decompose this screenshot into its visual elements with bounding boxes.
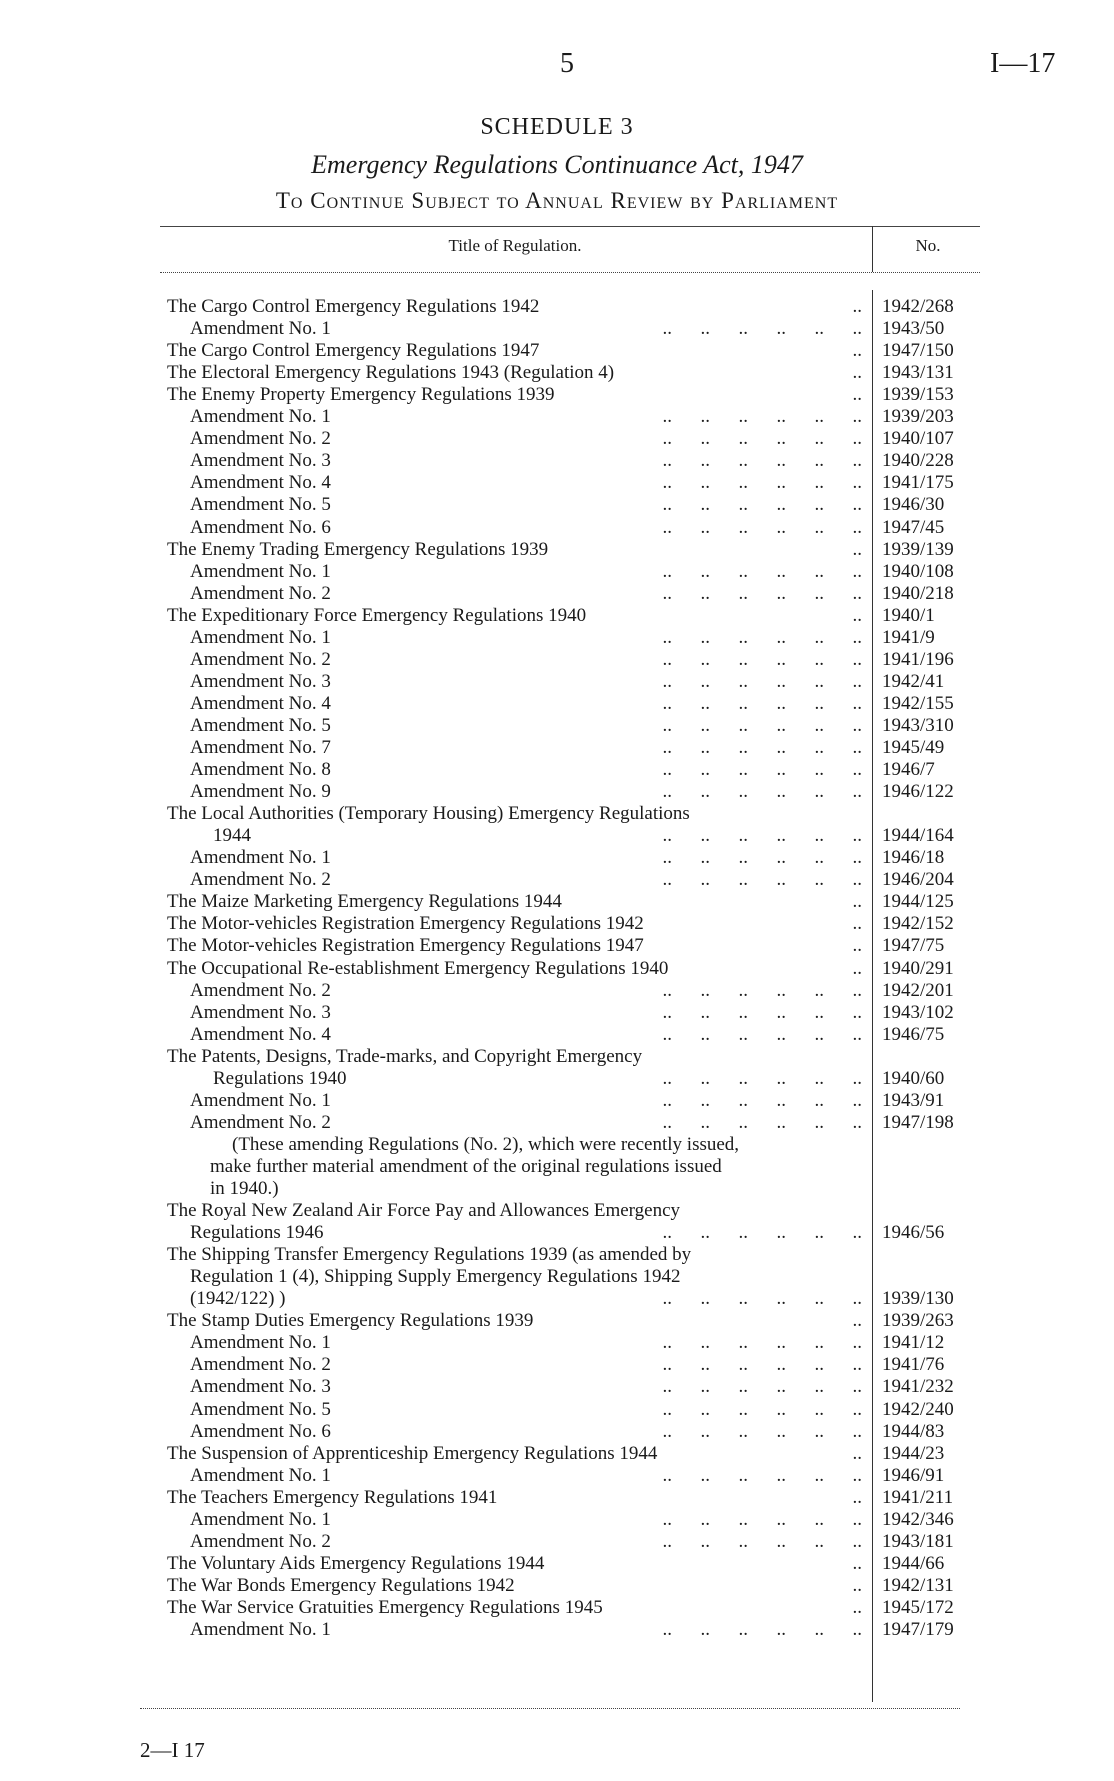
table-row <box>0 649 1114 671</box>
regulation-title: Amendment No. 3 <box>190 1001 331 1023</box>
regulation-title: Amendment No. 8 <box>190 759 331 781</box>
leader-dots: .. <box>852 935 862 957</box>
leader-dots: .. .. .. .. .. .. <box>662 1464 862 1486</box>
leader-dots: .. .. .. .. .. .. <box>662 1354 862 1376</box>
table-row <box>0 318 1114 340</box>
regulation-title: The War Bonds Emergency Regulations 1942 <box>167 1574 515 1596</box>
regulation-number: 1946/56 <box>882 1222 945 1244</box>
regulation-number: 1947/45 <box>882 516 945 538</box>
leader-dots: .. .. .. .. .. .. <box>662 1420 862 1442</box>
leader-dots: .. .. .. .. .. .. <box>662 406 862 428</box>
column-header-no: No. <box>915 236 941 255</box>
regulation-number: 1943/131 <box>882 362 954 384</box>
regulation-title: Regulation 1 (4), Shipping Supply Emergency Regulations 1942 <box>190 1266 681 1288</box>
leader-dots: .. <box>852 538 862 560</box>
regulation-number: 1947/75 <box>882 935 945 957</box>
regulation-title: The Occupational Re-establishment Emergency Regulations 1940 <box>167 957 669 979</box>
regulation-title: The Royal New Zealand Air Force Pay and Allowances Emergency <box>167 1200 681 1222</box>
regulation-title: Regulations 1940 <box>213 1067 347 1089</box>
table-top-rule <box>160 226 980 227</box>
schedule-heading: SCHEDULE 3 <box>480 114 634 140</box>
regulation-number: 1946/204 <box>882 869 954 891</box>
leader-dots: .. .. .. .. .. .. <box>662 1222 862 1244</box>
regulation-number: 1944/164 <box>882 825 954 847</box>
regulation-number: 1942/268 <box>882 296 954 317</box>
regulation-title: The Electoral Emergency Regulations 1943 (Regulation 4) <box>167 362 615 384</box>
regulation-number: 1941/232 <box>882 1376 954 1398</box>
table-row <box>0 869 1114 891</box>
leader-dots: .. <box>852 340 862 362</box>
table-row <box>0 1134 1114 1156</box>
regulation-number: 1943/102 <box>882 1001 954 1023</box>
regulation-number: 1940/60 <box>882 1067 945 1089</box>
leader-dots: .. <box>852 1574 862 1596</box>
table-row <box>0 1310 1114 1332</box>
regulation-title: The Suspension of Apprenticeship Emergency Regulations 1944 <box>167 1442 658 1464</box>
table-row <box>0 1090 1114 1112</box>
leader-dots: .. .. .. .. .. .. <box>662 428 862 450</box>
regulation-title: in 1940.) <box>210 1178 279 1199</box>
table-row <box>0 1575 1114 1597</box>
regulation-title: The War Service Gratuities Emergency Regulations 1945 <box>167 1596 603 1618</box>
regulation-number: 1939/130 <box>882 1288 954 1310</box>
regulation-number: 1942/155 <box>882 692 954 714</box>
leader-dots: .. .. .. .. .. .. <box>662 847 862 869</box>
regulation-title: The Local Authorities (Temporary Housing) Emergency Regulations <box>167 803 690 825</box>
leader-dots: .. .. .. .. .. .. <box>662 1001 862 1023</box>
table-row <box>0 406 1114 428</box>
table-row <box>0 362 1114 384</box>
table-row <box>0 671 1114 693</box>
leader-dots: .. .. .. .. .. .. <box>662 1288 862 1310</box>
regulation-title: Amendment No. 9 <box>190 781 331 803</box>
regulation-title: Amendment No. 2 <box>190 869 331 891</box>
regulation-title: Amendment No. 3 <box>190 670 331 692</box>
regulation-title: Amendment No. 1 <box>190 1089 331 1111</box>
leader-dots: .. .. .. .. .. .. <box>662 781 862 803</box>
leader-dots: .. .. .. .. .. .. <box>662 1398 862 1420</box>
table-row <box>0 1354 1114 1376</box>
regulation-number: 1942/41 <box>882 670 945 692</box>
table-row <box>0 1200 1114 1222</box>
table-row <box>0 759 1114 781</box>
regulation-title: The Shipping Transfer Emergency Regulations 1939 (as amended by <box>167 1244 692 1266</box>
column-header-title: Title of Regulation. <box>448 236 582 255</box>
regulation-number: 1944/66 <box>882 1552 945 1574</box>
table-row <box>0 384 1114 406</box>
regulation-title: Amendment No. 1 <box>190 847 331 869</box>
leader-dots: .. .. .. .. .. .. <box>662 670 862 692</box>
table-row <box>0 825 1114 847</box>
leader-dots: .. .. .. .. .. .. <box>662 318 862 340</box>
regulation-number: 1942/131 <box>882 1574 954 1596</box>
regulation-title: Amendment No. 2 <box>190 979 331 1001</box>
table-row <box>0 737 1114 759</box>
regulation-number: 1941/76 <box>882 1354 945 1376</box>
table-row <box>0 1244 1114 1266</box>
regulation-number: 1943/50 <box>882 318 945 340</box>
regulation-number: 1941/196 <box>882 648 954 670</box>
regulation-title: Amendment No. 1 <box>190 560 331 582</box>
regulation-title: (These amending Regulations (No. 2), which were recently issued, <box>232 1133 740 1155</box>
leader-dots: .. <box>852 1310 862 1332</box>
regulation-number: 1940/291 <box>882 957 954 979</box>
leader-dots: .. .. .. .. .. .. <box>662 1111 862 1133</box>
leader-dots: .. <box>852 957 862 979</box>
leader-dots: .. .. .. .. .. .. <box>662 714 862 736</box>
document-series: I—17 <box>990 48 1056 79</box>
leader-dots: .. <box>852 1486 862 1508</box>
regulation-title: The Stamp Duties Emergency Regulations 1939 <box>167 1310 534 1332</box>
leader-dots: .. .. .. .. .. .. <box>662 1089 862 1111</box>
table-row <box>0 1465 1114 1487</box>
table-row <box>0 1597 1114 1619</box>
leader-dots: .. .. .. .. .. .. <box>662 450 862 472</box>
regulation-title: Amendment No. 4 <box>190 472 331 494</box>
regulation-number: 1940/1 <box>882 604 935 626</box>
table-row <box>0 1509 1114 1531</box>
regulation-title: Amendment No. 3 <box>190 450 331 472</box>
leader-dots: .. .. .. .. .. .. <box>662 1067 862 1089</box>
regulation-number: 1946/122 <box>882 781 954 803</box>
table-row <box>0 1531 1114 1553</box>
regulation-title: Amendment No. 1 <box>190 1508 331 1530</box>
table-row <box>0 1222 1114 1244</box>
table-row <box>0 693 1114 715</box>
leader-dots: .. .. .. .. .. .. <box>662 1332 862 1354</box>
table-row <box>0 847 1114 869</box>
table-row <box>0 1178 1114 1200</box>
table-row <box>0 1288 1114 1310</box>
regulation-number: 1939/153 <box>882 384 954 406</box>
regulation-title: Amendment No. 5 <box>190 714 331 736</box>
table-row <box>0 1421 1114 1443</box>
regulation-number: 1942/346 <box>882 1508 954 1530</box>
leader-dots: .. <box>852 891 862 913</box>
table-row <box>0 1046 1114 1068</box>
regulation-number: 1940/107 <box>882 428 954 450</box>
regulation-title: Amendment No. 2 <box>190 648 331 670</box>
table-row <box>0 1553 1114 1575</box>
leader-dots: .. .. .. .. .. .. <box>662 979 862 1001</box>
leader-dots: .. .. .. .. .. .. <box>662 1023 862 1045</box>
regulation-title: The Expeditionary Force Emergency Regulations 1940 <box>167 604 587 626</box>
regulation-number: 1947/198 <box>882 1111 954 1133</box>
regulation-number: 1939/139 <box>882 538 954 560</box>
table-row <box>0 803 1114 825</box>
footer-signature: 2—I 17 <box>140 1738 205 1762</box>
regulation-title: Amendment No. 1 <box>190 406 331 428</box>
regulation-number: 1946/7 <box>882 759 935 781</box>
table-row <box>0 1332 1114 1354</box>
regulation-title: The Cargo Control Emergency Regulations 1942 <box>167 296 540 317</box>
leader-dots: .. <box>852 1442 862 1464</box>
regulation-title: Amendment No. 7 <box>190 737 331 758</box>
leader-dots: .. <box>852 362 862 384</box>
table-row <box>0 605 1114 627</box>
table-row <box>0 517 1114 539</box>
table-row <box>0 340 1114 362</box>
table-row <box>0 913 1114 935</box>
table-row <box>0 1399 1114 1421</box>
regulation-title: The Maize Marketing Emergency Regulations 1944 <box>167 891 562 913</box>
leader-dots: .. .. .. .. .. .. <box>662 626 862 648</box>
leader-dots: .. .. .. .. .. .. <box>662 825 862 847</box>
regulation-number: 1943/310 <box>882 714 954 736</box>
regulation-number: 1943/181 <box>882 1530 954 1552</box>
regulation-number: 1946/75 <box>882 1023 945 1045</box>
regulation-number: 1946/91 <box>882 1464 945 1486</box>
regulation-title: Amendment No. 1 <box>190 1464 331 1486</box>
regulation-number: 1943/91 <box>882 1089 945 1111</box>
leader-dots: .. <box>852 384 862 406</box>
table-row <box>0 583 1114 605</box>
regulation-title: Amendment No. 6 <box>190 516 331 538</box>
regulation-number: 1944/83 <box>882 1420 945 1442</box>
leader-dots: .. .. .. .. .. .. <box>662 1619 862 1640</box>
regulation-title: Regulations 1946 <box>190 1222 324 1244</box>
table-row <box>0 1266 1114 1288</box>
table-row <box>0 715 1114 737</box>
regulation-title: Amendment No. 2 <box>190 428 331 450</box>
table-row <box>0 472 1114 494</box>
table-row <box>0 296 1114 318</box>
table-row <box>0 781 1114 803</box>
regulation-title: The Enemy Trading Emergency Regulations 1939 <box>167 538 549 560</box>
regulation-number: 1939/263 <box>882 1310 954 1332</box>
act-title: Emergency Regulations Continuance Act, 1947 <box>311 150 803 179</box>
table-row <box>0 627 1114 649</box>
regulation-number: 1939/203 <box>882 406 954 428</box>
table-row <box>0 494 1114 516</box>
regulation-title: The Cargo Control Emergency Regulations 1947 <box>167 340 540 362</box>
regulation-title: The Motor-vehicles Registration Emergency Regulations 1947 <box>167 935 644 957</box>
regulation-title: Amendment No. 1 <box>190 1619 331 1640</box>
regulation-title: Amendment No. 4 <box>190 1023 331 1045</box>
leader-dots: .. .. .. .. .. .. <box>662 1530 862 1552</box>
table-row <box>0 1024 1114 1046</box>
leader-dots: .. .. .. .. .. .. <box>662 1376 862 1398</box>
leader-dots: .. .. .. .. .. .. <box>662 560 862 582</box>
regulation-number: 1945/172 <box>882 1596 954 1618</box>
regulation-title: Amendment No. 5 <box>190 494 331 516</box>
regulation-title: 1944 <box>213 825 251 847</box>
table-row <box>0 935 1114 957</box>
regulation-number: 1941/9 <box>882 626 935 648</box>
regulation-title: The Motor-vehicles Registration Emergency Regulations 1942 <box>167 913 644 935</box>
leader-dots: .. <box>852 604 862 626</box>
regulation-number: 1947/179 <box>882 1619 954 1640</box>
table-bottom-rule <box>140 1708 960 1709</box>
regulation-number: 1941/175 <box>882 472 954 494</box>
table-row <box>0 539 1114 561</box>
regulation-number: 1940/228 <box>882 450 954 472</box>
table-row <box>0 1156 1114 1178</box>
regulation-title: Amendment No. 1 <box>190 626 331 648</box>
regulation-number: 1941/12 <box>882 1332 945 1354</box>
table-row <box>0 980 1114 1002</box>
regulation-title: Amendment No. 2 <box>190 1530 331 1552</box>
regulation-number: 1944/23 <box>882 1442 945 1464</box>
leader-dots: .. .. .. .. .. .. <box>662 582 862 604</box>
regulation-title: Amendment No. 1 <box>190 318 331 340</box>
leader-dots: .. .. .. .. .. .. <box>662 737 862 758</box>
regulation-number: 1940/108 <box>882 560 954 582</box>
regulation-number: 1947/150 <box>882 340 954 362</box>
regulation-number: 1942/152 <box>882 913 954 935</box>
leader-dots: .. .. .. .. .. .. <box>662 648 862 670</box>
leader-dots: .. .. .. .. .. .. <box>662 692 862 714</box>
header-column-divider <box>872 226 873 272</box>
leader-dots: .. .. .. .. .. .. <box>662 759 862 781</box>
regulation-title: Amendment No. 2 <box>190 1111 331 1133</box>
regulation-number: 1942/201 <box>882 979 954 1001</box>
regulation-title: Amendment No. 1 <box>190 1332 331 1354</box>
table-row <box>0 1487 1114 1509</box>
regulation-number: 1942/240 <box>882 1398 954 1420</box>
leader-dots: .. <box>852 1552 862 1574</box>
table-row <box>0 1112 1114 1134</box>
leader-dots: .. .. .. .. .. .. <box>662 494 862 516</box>
table-row <box>0 891 1114 913</box>
table-row <box>0 1068 1114 1090</box>
leader-dots: .. <box>852 1596 862 1618</box>
table-row <box>0 1002 1114 1024</box>
schedule-subtitle: To Continue Subject to Annual Review by Parliament <box>275 188 839 213</box>
regulation-title: Amendment No. 4 <box>190 692 331 714</box>
leader-dots: .. .. .. .. .. .. <box>662 516 862 538</box>
regulation-number: 1946/18 <box>882 847 945 869</box>
table-row <box>0 1619 1114 1641</box>
leader-dots: .. <box>852 913 862 935</box>
regulation-title: Amendment No. 2 <box>190 582 331 604</box>
header-bottom-rule <box>160 272 980 273</box>
page-number: 5 <box>560 48 574 79</box>
regulation-title: The Enemy Property Emergency Regulations 1939 <box>167 384 555 406</box>
regulation-number: 1944/125 <box>882 891 954 913</box>
regulation-title: Amendment No. 5 <box>190 1398 331 1420</box>
regulation-title: (1942/122) ) <box>190 1288 286 1310</box>
table-row <box>0 1376 1114 1398</box>
regulation-title: make further material amendment of the original regulations issued <box>210 1155 722 1177</box>
regulation-number: 1945/49 <box>882 737 945 758</box>
regulation-title: The Voluntary Aids Emergency Regulations 1944 <box>167 1552 545 1574</box>
table-row <box>0 428 1114 450</box>
regulation-number: 1940/218 <box>882 582 954 604</box>
regulation-title: Amendment No. 2 <box>190 1354 331 1376</box>
table-row <box>0 561 1114 583</box>
regulation-number: 1946/30 <box>882 494 945 516</box>
regulation-title: Amendment No. 3 <box>190 1376 331 1398</box>
regulation-title: The Patents, Designs, Trade-marks, and Copyright Emergency <box>167 1045 643 1067</box>
leader-dots: .. .. .. .. .. .. <box>662 1508 862 1530</box>
regulation-title: Amendment No. 6 <box>190 1420 331 1442</box>
leader-dots: .. .. .. .. .. .. <box>662 869 862 891</box>
regulation-number: 1941/211 <box>882 1486 954 1508</box>
table-row <box>0 450 1114 472</box>
leader-dots: .. .. .. .. .. .. <box>662 472 862 494</box>
table-row <box>0 958 1114 980</box>
leader-dots: .. <box>852 296 862 317</box>
regulation-title: The Teachers Emergency Regulations 1941 <box>167 1486 498 1508</box>
table-row <box>0 1443 1114 1465</box>
